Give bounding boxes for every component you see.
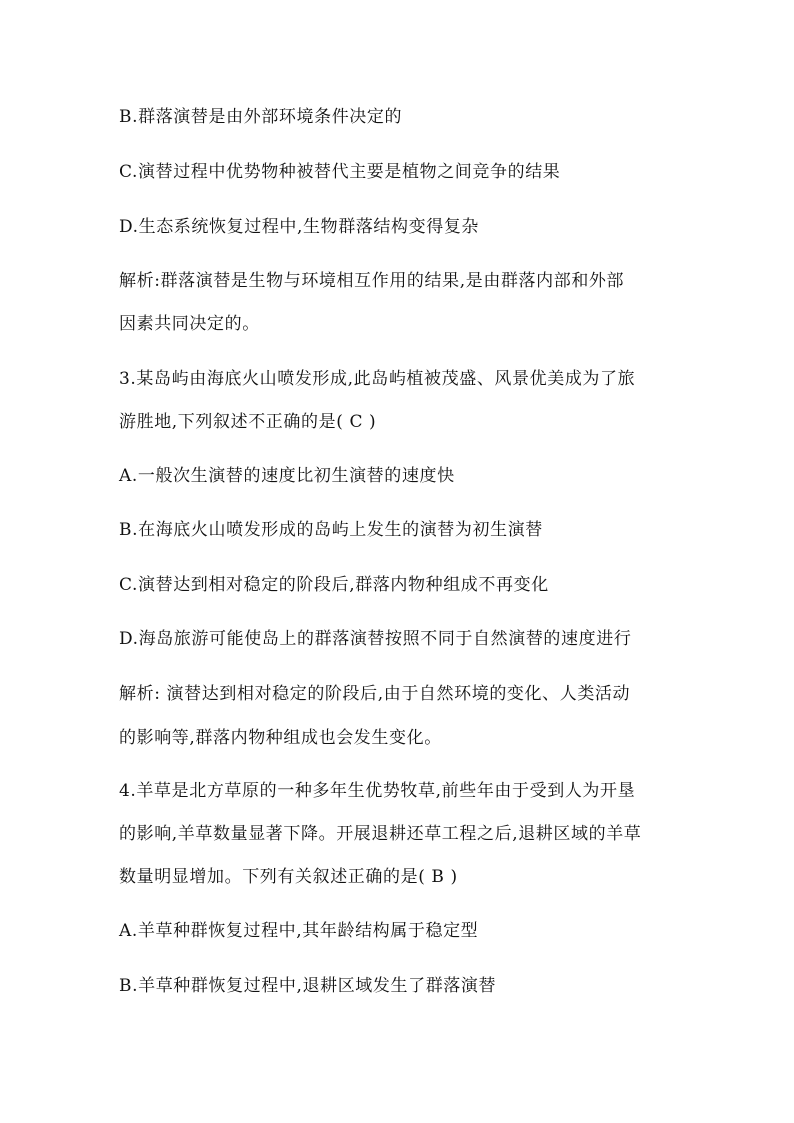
option-c-q2: C.演替过程中优势物种被替代主要是植物之间竞争的结果 <box>119 162 561 182</box>
option-b-q4: B.羊草种群恢复过程中,退耕区域发生了群落演替 <box>119 976 497 996</box>
question-3-line2: 游胜地,下列叙述不正确的是( C ) <box>119 412 377 432</box>
explanation-q2-line1: 解析:群落演替是生物与环境相互作用的结果,是由群落内部和外部 <box>119 271 625 291</box>
option-d-q3: D.海岛旅游可能使岛上的群落演替按照不同于自然演替的速度进行 <box>119 629 632 649</box>
question-3-line1: 3.某岛屿由海底火山喷发形成,此岛屿植被茂盛、风景优美成为了旅 <box>119 369 636 389</box>
question-4-line1: 4.羊草是北方草原的一种多年生优势牧草,前些年由于受到人为开垦 <box>119 781 636 801</box>
explanation-q3-line2: 的影响等,群落内物种组成也会发生变化。 <box>119 728 442 748</box>
option-c-q3: C.演替达到相对稳定的阶段后,群落内物种组成不再变化 <box>119 575 549 595</box>
explanation-q3-line1: 解析: 演替达到相对稳定的阶段后,由于自然环境的变化、人类活动 <box>119 684 631 704</box>
option-b-q2: B.群落演替是由外部环境条件决定的 <box>119 107 403 127</box>
option-a-q3: A.一般次生演替的速度比初生演替的速度快 <box>119 466 455 486</box>
explanation-q2-line2: 因素共同决定的。 <box>119 314 260 334</box>
option-d-q2: D.生态系统恢复过程中,生物群落结构变得复杂 <box>119 217 480 237</box>
option-b-q3: B.在海底火山喷发形成的岛屿上发生的演替为初生演替 <box>119 520 543 540</box>
question-4-line2: 的影响,羊草数量显著下降。开展退耕还草工程之后,退耕区域的羊草 <box>119 824 642 844</box>
question-4-line3: 数量明显增加。下列有关叙述正确的是( B ) <box>119 867 458 887</box>
option-a-q4: A.羊草种群恢复过程中,其年龄结构属于稳定型 <box>119 921 479 941</box>
